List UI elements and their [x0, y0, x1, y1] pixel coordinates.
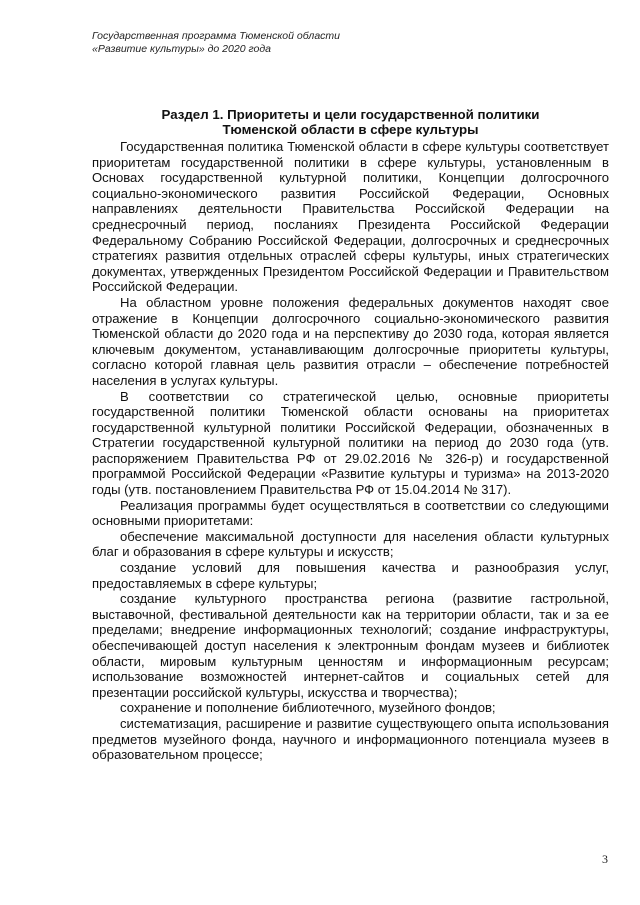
section-title: [92, 107, 609, 137]
priority-item-2: создание условий для повышения качества и разнообразия услуг, предоставляемых в сфере культуры;: [92, 560, 609, 591]
header-line-1: Государственная программа Тюменской области: [92, 30, 340, 42]
priority-item-4: сохранение и пополнение библиотечного, музейного фондов;: [120, 700, 496, 716]
paragraph-3: В соответствии со стратегической целью, основные приоритеты государственной политики Тюменской области основаны на приоритетах государственной культурной политики Российской Федерации, обозначенных в Стратегии государственной культурной политики на период до 2030 года (утв. распоряжением Правительства РФ от 29.02.2016 № 326-р) и государственной программой Российской Федерации «Развитие культуры и туризма» на 2013-2020 годы (утв. постановлением Правительства РФ от 15.04.2014 № 317).: [92, 388, 609, 498]
page-number: 3: [602, 852, 608, 866]
priority-item-1: обеспечение максимальной доступности для населения области культурных благ и образования в сфере культуры и искусств;: [92, 528, 609, 560]
section-title-line-2: Тюменской области в сфере культуры: [222, 122, 479, 137]
paragraph-4: Реализация программы будет осуществляться в соответствии со следующими основными приоритетами:: [92, 497, 609, 529]
paragraph-1: Государственная политика Тюменской области в сфере культуры соответствует приоритетам государственной политики в сфере культуры, установленным в Основах государственной культурной политики, Концепции долгосрочного социально-экономического развития Российской Федерации, Основных направлениях деятельности Правительства Российской Федерации на среднесрочный период, посланиях Президента Российской Федерации Федеральному Собранию Российской Федерации, долгосрочных и среднесрочных стратегиях развития отдельных отраслей сферы культуры, иных стратегических документах, утвержденных Президентом Российской Федерации и Правительством Российской Федерации.: [92, 139, 609, 295]
priority-item-5: систематизация, расширение и развитие существующего опыта использования предметов музейного фонда, научного и информационного потенциала музеев в образовательном процессе;: [92, 715, 609, 763]
paragraph-2: На областном уровне положения федеральных документов находят свое отражение в Концепции долгосрочного социально-экономического развития Тюменской области до 2020 года и на перспективу до 2030 года, которая является ключевым документом, устанавливающим долгосрочные приоритеты культуры, согласно которой главная цель развития отрасли – обеспечение потребностей населения в услугах культуры.: [92, 294, 609, 388]
section-title-line-1: Раздел 1. Приоритеты и цели государственной политики: [161, 107, 540, 122]
header-line-2: «Развитие культуры» до 2020 года: [92, 43, 271, 55]
main-content: [92, 107, 609, 763]
running-header: [92, 30, 340, 56]
priority-item-3: создание культурного пространства региона (развитие гастрольной, выставочной, фестивальной деятельности как на территории области, так и за ее пределами; внедрение информационных технологий; создание инфраструктуры, обеспечивающей доступ населения к электронным фондам музеев и библиотек области, мировым культурным ценностям и информационным ресурсам; использование возможностей интернет-сайтов и социальных сетей для презентации российской культуры, искусства и творчества);: [92, 591, 609, 700]
